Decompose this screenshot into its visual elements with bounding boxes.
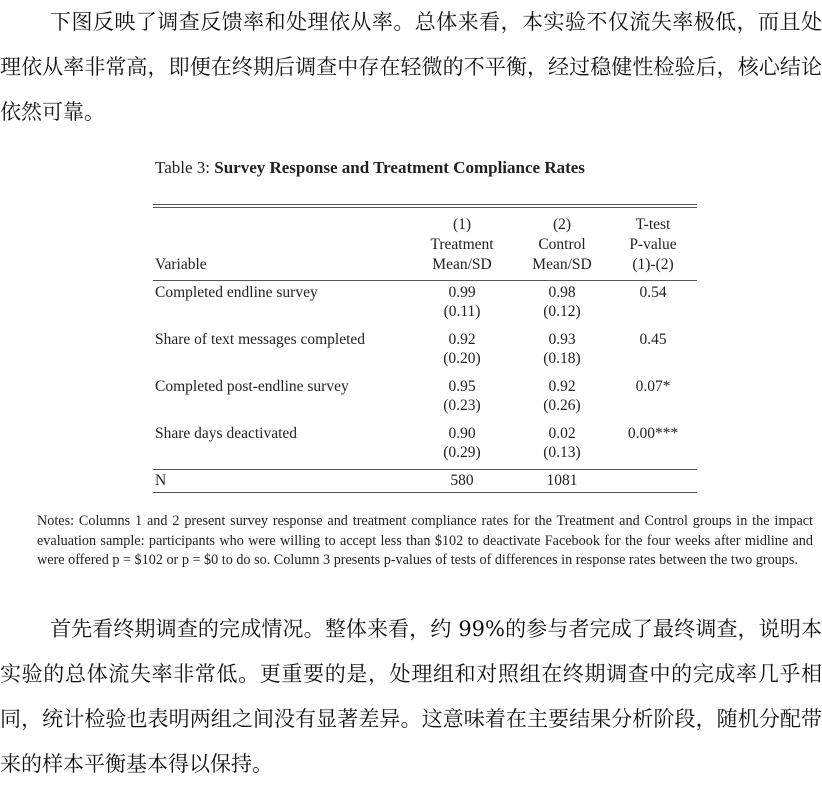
treatment-sd: (0.29) <box>443 444 481 461</box>
table-notes: Notes: Columns 1 and 2 present survey response and treatment compliance rates for the Treatment and Control groups in the impact evaluation sample: participants who were willing to accept less than $102 to deactivate Facebook for the four weeks after midline and were offered p = $102 or p = $0 to do so. Column 3 presents p-values of tests of differences in response rates between the two groups. <box>37 513 813 568</box>
header-col1: Mean/SD <box>432 256 492 273</box>
followup-paragraph: 首先看终期调查的完成情况。整体来看，约 99%的参与者完成了最终调查，说明本实验的总体流失率非常低。更重要的是，处理组和对照组在终期调查中的完成率几乎相同，统计检验也表明两组之间没有显著差异。这意味着在主要结果分析阶段，随机分配带来的样本平衡基本得以保持。 <box>0 617 822 776</box>
control-sd: (0.12) <box>543 303 581 320</box>
treatment-mean: 0.92 <box>448 331 476 348</box>
row-variable: Completed post-endline survey <box>155 378 349 395</box>
n-control: 1081 <box>546 472 578 489</box>
header-col2: Control <box>538 236 586 253</box>
treatment-mean: 0.95 <box>448 378 476 395</box>
treatment-sd: (0.11) <box>443 303 481 320</box>
control-mean: 0.93 <box>548 331 576 348</box>
treatment-mean: 0.90 <box>448 425 476 442</box>
control-sd: (0.13) <box>543 444 581 461</box>
control-sd: (0.18) <box>543 350 581 367</box>
header-col2: (2) <box>552 216 572 233</box>
row-variable: Completed endline survey <box>155 284 318 301</box>
row-variable: Share days deactivated <box>155 425 298 442</box>
header-col2: Mean/SD <box>532 256 592 273</box>
p-value: 0.54 <box>639 284 667 301</box>
control-mean: 0.98 <box>548 284 576 301</box>
header-col1: Treatment <box>430 236 494 253</box>
row-variable: Share of text messages completed <box>155 331 366 348</box>
intro-paragraph: 下图反映了调查反馈率和处理依从率。总体来看，本实验不仅流失率极低，而且处理依从率非常高，即便在终期后调查中存在轻微的不平衡，经过稳健性检验后，核心结论依然可靠。 <box>0 10 822 124</box>
treatment-mean: 0.99 <box>448 284 476 301</box>
table-title: Table 3: Survey Response and Treatment Compliance Rates <box>155 158 585 177</box>
header-variable: Variable <box>155 256 207 273</box>
p-value: 0.45 <box>639 331 667 348</box>
control-mean: 0.02 <box>548 425 576 442</box>
p-value: 0.00*** <box>627 425 679 442</box>
header-col3: P-value <box>629 236 677 253</box>
p-value: 0.07* <box>635 378 671 395</box>
header-col3: (1)-(2) <box>632 256 674 273</box>
treatment-sd: (0.23) <box>443 397 481 414</box>
header-col3: T-test <box>635 216 671 233</box>
header-col1: (1) <box>452 216 472 233</box>
control-sd: (0.26) <box>543 397 581 414</box>
n-label: N <box>155 472 167 489</box>
treatment-sd: (0.20) <box>443 350 481 367</box>
control-mean: 0.92 <box>548 378 576 395</box>
n-treatment: 580 <box>450 472 474 489</box>
